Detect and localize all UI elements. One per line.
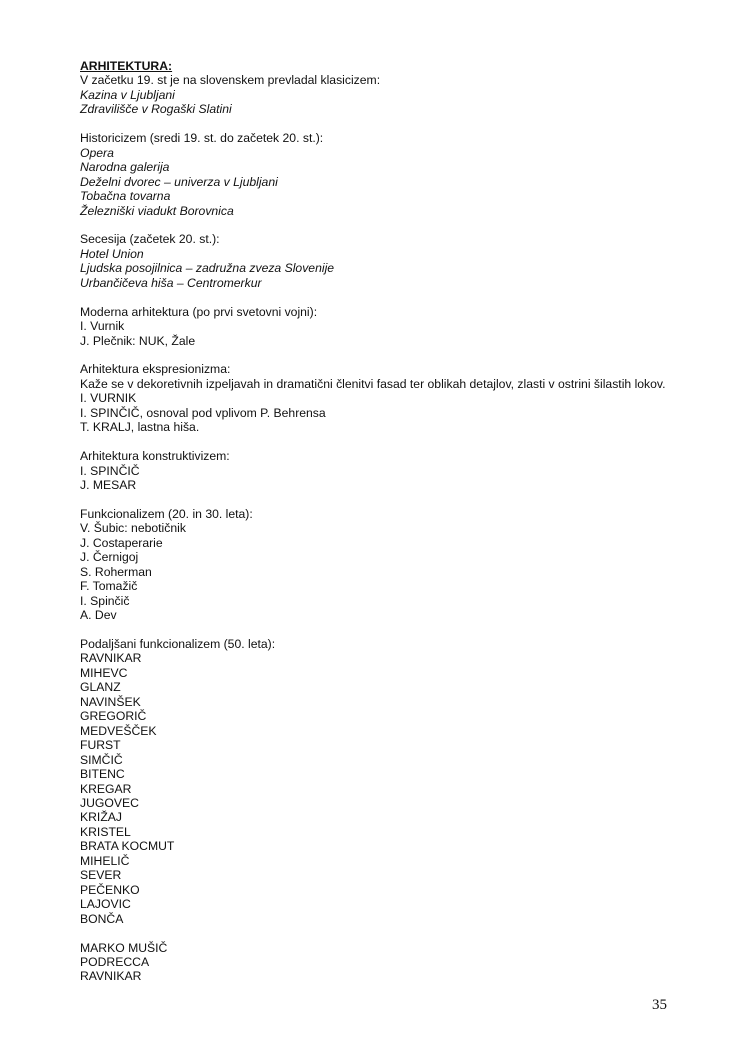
list-item: J. Černigoj <box>80 550 139 565</box>
list-item: Narodna galerija <box>80 160 170 175</box>
list-item: Ljudska posojilnica – zadružna zveza Slovenije <box>80 261 335 276</box>
list-item: JUGOVEC <box>80 796 139 810</box>
list-item: Opera <box>80 145 114 160</box>
blank-line <box>80 218 670 232</box>
list-item: Kazina v Ljubljani <box>80 87 175 102</box>
list-item: I. SPINČIČ <box>80 463 140 478</box>
list-item: BRATA KOCMUT <box>80 839 175 854</box>
blank-line <box>80 348 670 362</box>
list-item: Železniški viadukt Borovnica <box>80 203 234 218</box>
list-item: SEVER <box>80 868 122 883</box>
document-title: ARHITEKTURA: <box>80 59 173 73</box>
list-item: F. Tomažič <box>80 579 138 594</box>
list-item: Urbančičeva hiša – Centromerkur <box>80 275 262 290</box>
list-item: T. KRALJ, lastna hiša. <box>80 420 200 435</box>
list-item: NAVINŠEK <box>80 694 141 709</box>
list-item: RAVNIKAR <box>80 651 142 666</box>
section-heading: Moderna arhitektura (po prvi svetovni vojni): <box>80 304 318 319</box>
list-item: Hotel Union <box>80 246 144 261</box>
list-item: J. MESAR <box>80 478 137 493</box>
section-heading: Arhitektura ekspresionizma: <box>80 362 231 377</box>
list-item: LAJOVIC <box>80 897 131 912</box>
section-heading: Historicizem (sredi 19. st. do začetek 20. st.): <box>80 131 324 146</box>
list-item: MEDVEŠČEK <box>80 723 157 738</box>
list-item: SIMČIČ <box>80 752 123 767</box>
section-heading: V začetku 19. st je na slovenskem prevladal klasicizem: <box>80 73 381 88</box>
list-item: Tobačna tovarna <box>80 189 171 204</box>
section-heading: Secesija (začetek 20. st.): <box>80 232 220 247</box>
list-item: GREGORIČ <box>80 709 147 724</box>
list-item: A. Dev <box>80 608 117 623</box>
list-item: FURST <box>80 738 121 753</box>
list-item: PODRECCA <box>80 954 150 969</box>
list-item: J. Plečnik: NUK, Žale <box>80 333 196 348</box>
blank-line <box>80 435 670 449</box>
list-item: J. Costaperarie <box>80 535 163 550</box>
blank-line <box>80 493 670 507</box>
blank-line <box>80 926 670 940</box>
blank-line <box>80 290 670 304</box>
list-item: GLANZ <box>80 680 121 695</box>
blank-line <box>80 117 670 131</box>
blank-line <box>80 623 670 637</box>
list-item: MIHEVC <box>80 665 128 680</box>
list-item: RAVNIKAR <box>80 969 142 984</box>
list-item: PEČENKO <box>80 882 140 897</box>
list-item: KREGAR <box>80 781 132 796</box>
list-item: BITENC <box>80 767 125 782</box>
section-paragraph: Kaže se v dekoretivnih izpeljavah in dramatični členitvi fasad ter oblikah detajlov, zlasti v ostrini šilastih lokov. <box>80 376 666 391</box>
list-item: S. Roherman <box>80 564 152 579</box>
document-body <box>80 59 670 984</box>
list-item: KRIŽAJ <box>80 810 122 825</box>
list-item: I. Spinčič <box>80 593 130 608</box>
list-item: I. VURNIK <box>80 391 137 406</box>
list-item: BONČA <box>80 911 124 926</box>
list-item: Zdravilišče v Rogaški Slatini <box>80 102 232 117</box>
section-heading: Funkcionalizem (20. in 30. leta): <box>80 506 253 521</box>
section-heading: Arhitektura konstruktivizem: <box>80 449 230 464</box>
list-item: KRISTEL <box>80 824 131 839</box>
list-item: Deželni dvorec – univerza v Ljubljani <box>80 174 278 189</box>
list-item: I. SPINČIČ, osnoval pod vplivom P. Behrensa <box>80 405 326 420</box>
list-item: I. Vurnik <box>80 319 125 334</box>
section-heading: Podaljšani funkcionalizem (50. leta): <box>80 637 276 652</box>
list-item: MARKO MUŠIČ <box>80 940 168 955</box>
list-item: MIHELIČ <box>80 853 130 868</box>
list-item: V. Šubic: nebotičnik <box>80 521 186 536</box>
page-number: 35 <box>652 997 667 1013</box>
